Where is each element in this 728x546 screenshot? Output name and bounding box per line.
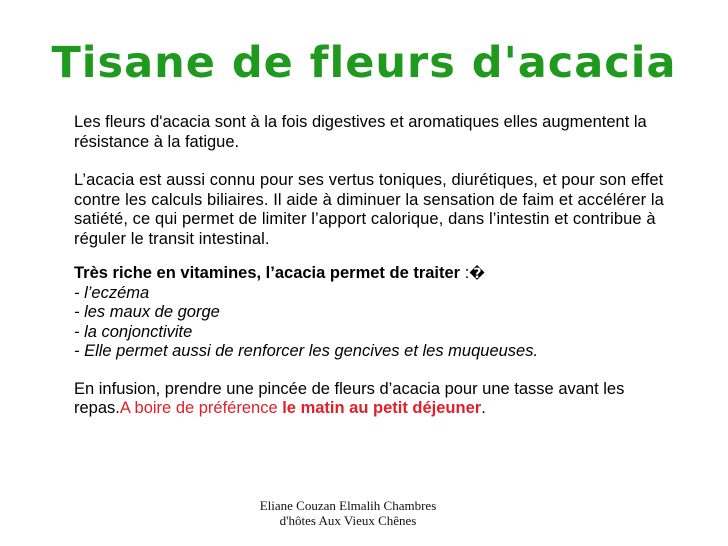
main-content [74, 113, 664, 419]
page-title: Tisane de fleurs d'acacia [51, 38, 677, 88]
infusion-text: En infusion, prendre une pincée de fleurs d’acacia pour une tasse avant les repas. [74, 379, 625, 417]
treatment-heading-suffix: : [464, 264, 470, 282]
footer-line: Eliane Couzan Elmalih Chambres [259, 498, 437, 513]
benefits-paragraph: L’acacia est aussi connu pour ses vertus toniques, diurétiques, et pour son effet contre les calculs biliaires. Il aide à diminuer la sensation de faim et accélérer la satiété, ce qui permet de limiter l’apport calorique, dans l’intestin et contribue à réguler le transit intestinal. [74, 171, 664, 248]
infusion-paragraph [74, 380, 664, 419]
treatment-list-heading [74, 264, 664, 284]
infusion-end: . [481, 399, 486, 417]
footer [230, 498, 466, 528]
unknown-glyph-icon: � [469, 265, 485, 281]
infusion-highlight: A boire de préférence [119, 399, 283, 417]
list-item: - les maux de gorge [74, 303, 220, 321]
intro-paragraph: Les fleurs d'acacia sont à la fois digestives et aromatiques elles augmentent la résistance à la fatigue. [74, 113, 647, 151]
list-item: - l’eczéma [74, 283, 150, 302]
infusion-highlight-bold: le matin au petit déjeuner [282, 399, 482, 417]
footer-line: d'hôtes Aux Vieux Chênes [279, 513, 417, 528]
list-item: - la conjonctivite [74, 322, 193, 341]
treatment-list [74, 264, 664, 362]
treatment-heading-text: Très riche en vitamines, l’acacia permet de traiter [74, 264, 461, 282]
list-item: - Elle permet aussi de renforcer les gencives et les muqueuses. [74, 342, 539, 360]
